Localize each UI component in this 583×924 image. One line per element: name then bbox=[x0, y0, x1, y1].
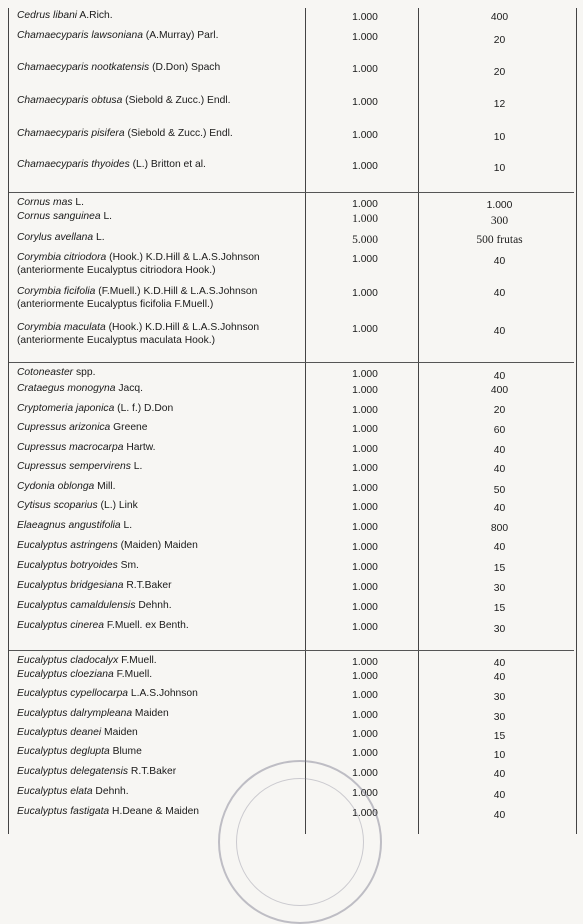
species-author: Blume bbox=[109, 746, 142, 757]
species-name bbox=[17, 620, 307, 633]
species-name bbox=[17, 383, 307, 396]
quantity-cell: 1.000 bbox=[352, 97, 378, 108]
table-row bbox=[9, 192, 574, 211]
quantity-cell: 1.000 bbox=[352, 710, 378, 721]
species-italic: Cupressus sempervirens bbox=[17, 461, 131, 472]
species-author: (Siebold & Zucc.) Endl. bbox=[124, 128, 233, 139]
species-italic: Elaeagnus angustifolia bbox=[17, 520, 121, 531]
species-name bbox=[17, 252, 307, 277]
species-name bbox=[17, 422, 307, 435]
species-italic: Eucalyptus fastigata bbox=[17, 806, 110, 817]
species-author: L. bbox=[93, 232, 105, 243]
species-italic: Cedrus libani bbox=[17, 10, 78, 21]
species-author: F.Muell. bbox=[118, 655, 157, 666]
quantity-cell: 1.000 bbox=[352, 12, 378, 23]
quantity-cell: 1.000 bbox=[352, 254, 378, 265]
quantity-cell: 1.000 bbox=[352, 444, 378, 455]
species-italic: Eucalyptus dalrympleana bbox=[17, 708, 133, 719]
species-italic: Chamaecyparis obtusa bbox=[17, 95, 123, 106]
species-author: R.T.Baker bbox=[123, 580, 172, 591]
quantity-cell: 1.000 bbox=[352, 622, 378, 633]
species-name bbox=[17, 580, 307, 593]
species-italic: Chamaecyparis lawsoniana bbox=[17, 30, 143, 41]
quantity-cell: 1.000 bbox=[352, 768, 378, 779]
value-cell: 12 bbox=[493, 99, 506, 110]
species-author: (D.Don) Spach bbox=[149, 62, 221, 73]
species-italic: Crataegus monogyna bbox=[17, 383, 116, 394]
quantity-cell: 1.000 bbox=[352, 424, 378, 435]
species-note: (anteriormente Eucalyptus citriodora Hook.) bbox=[17, 264, 216, 276]
quantity-cell: 1.000 bbox=[352, 213, 378, 225]
species-name bbox=[17, 708, 307, 721]
quantity-cell: 1.000 bbox=[352, 522, 378, 533]
species-author: H.Deane & Maiden bbox=[109, 806, 200, 817]
quantity-cell: 1.000 bbox=[352, 582, 378, 593]
quantity-cell: 1.000 bbox=[352, 32, 378, 43]
species-author: (Maiden) Maiden bbox=[117, 540, 198, 551]
species-author: A.Rich. bbox=[77, 10, 113, 21]
species-name bbox=[17, 286, 307, 311]
value-cell: 30 bbox=[493, 624, 506, 635]
quantity-cell: 1.000 bbox=[352, 748, 378, 759]
species-author: L. bbox=[72, 197, 84, 208]
value-cell: 20 bbox=[493, 405, 506, 416]
species-name bbox=[17, 159, 307, 172]
species-name bbox=[17, 62, 307, 75]
species-italic: Cydonia oblonga bbox=[17, 481, 95, 492]
species-name bbox=[17, 10, 307, 23]
species-italic: Chamaecyparis thyoides bbox=[17, 159, 130, 170]
quantity-cell: 1.000 bbox=[352, 385, 378, 396]
value-cell: 40 bbox=[493, 445, 506, 456]
value-cell: 30 bbox=[493, 692, 506, 703]
value-cell: 40 bbox=[493, 288, 506, 299]
species-note: (anteriormente Eucalyptus ficifolia F.Muell.) bbox=[17, 298, 214, 310]
species-italic: Eucalyptus bridgesiana bbox=[17, 580, 124, 591]
quantity-cell: 1.000 bbox=[352, 729, 378, 740]
species-name bbox=[17, 600, 307, 613]
quantity-cell: 1.000 bbox=[352, 369, 378, 380]
value-cell: 10 bbox=[493, 132, 506, 143]
species-name bbox=[17, 211, 307, 224]
species-name bbox=[17, 367, 307, 380]
species-author: L.A.S.Johnson bbox=[128, 688, 198, 699]
species-italic: Eucalyptus delegatensis bbox=[17, 766, 129, 777]
value-cell: 40 bbox=[493, 503, 506, 514]
species-author: (L.) Britton et al. bbox=[129, 159, 206, 170]
species-name bbox=[17, 540, 307, 553]
value-cell: 15 bbox=[493, 731, 506, 742]
species-author: (L.) Link bbox=[97, 500, 138, 511]
species-name bbox=[17, 766, 307, 779]
species-author: F.Muell. ex Benth. bbox=[104, 620, 189, 631]
species-name bbox=[17, 727, 307, 740]
species-italic: Eucalyptus camaldulensis bbox=[17, 600, 136, 611]
species-name bbox=[17, 442, 307, 455]
species-italic: Cotoneaster bbox=[17, 367, 74, 378]
quantity-cell: 5.000 bbox=[352, 234, 378, 246]
quantity-cell: 1.000 bbox=[352, 671, 378, 682]
species-author: Greene bbox=[110, 422, 148, 433]
species-name bbox=[17, 197, 307, 210]
quantity-cell: 1.000 bbox=[352, 808, 378, 819]
species-name bbox=[17, 461, 307, 474]
species-author: Dehnh. bbox=[92, 786, 129, 797]
quantity-cell: 1.000 bbox=[352, 199, 378, 210]
value-cell: 400 bbox=[490, 385, 509, 396]
quantity-cell: 1.000 bbox=[352, 463, 378, 474]
table-row bbox=[9, 650, 574, 669]
value-cell: 30 bbox=[493, 712, 506, 723]
species-author: spp. bbox=[73, 367, 96, 378]
value-cell: 40 bbox=[493, 542, 506, 553]
species-italic: Eucalyptus cloeziana bbox=[17, 669, 114, 680]
species-author: L. bbox=[120, 520, 133, 531]
quantity-cell: 1.000 bbox=[352, 788, 378, 799]
species-author: L. bbox=[130, 461, 143, 472]
value-cell: 40 bbox=[493, 326, 506, 337]
species-italic: Eucalyptus deglupta bbox=[17, 746, 110, 757]
species-italic: Eucalyptus cladocalyx bbox=[17, 655, 119, 666]
species-author: Hartw. bbox=[123, 442, 156, 453]
quantity-cell: 1.000 bbox=[352, 690, 378, 701]
quantity-cell: 1.000 bbox=[352, 502, 378, 513]
species-author: Mill. bbox=[94, 481, 116, 492]
quantity-cell: 1.000 bbox=[352, 405, 378, 416]
species-name bbox=[17, 481, 307, 494]
value-cell: 10 bbox=[493, 163, 506, 174]
species-author: (Hook.) K.D.Hill & L.A.S.Johnson bbox=[106, 252, 260, 263]
value-cell: 500 frutas bbox=[476, 234, 523, 246]
value-cell: 40 bbox=[493, 790, 506, 801]
value-cell: 20 bbox=[493, 35, 506, 46]
species-author: Jacq. bbox=[115, 383, 143, 394]
species-author: (L. f.) D.Don bbox=[114, 403, 174, 414]
species-name bbox=[17, 746, 307, 759]
table-row bbox=[9, 362, 574, 382]
species-author: L. bbox=[100, 211, 113, 222]
quantity-cell: 1.000 bbox=[352, 288, 378, 299]
quantity-cell: 1.000 bbox=[352, 483, 378, 494]
species-italic: Chamaecyparis nootkatensis bbox=[17, 62, 150, 73]
quantity-cell: 1.000 bbox=[352, 657, 378, 668]
species-author: Dehnh. bbox=[135, 600, 172, 611]
column-divider-2 bbox=[418, 8, 419, 834]
species-name bbox=[17, 95, 307, 108]
species-name bbox=[17, 669, 307, 682]
quantity-cell: 1.000 bbox=[352, 562, 378, 573]
species-italic: Chamaecyparis pisifera bbox=[17, 128, 125, 139]
species-author: Maiden bbox=[132, 708, 169, 719]
species-author: (F.Muell.) K.D.Hill & L.A.S.Johnson bbox=[95, 286, 258, 297]
value-cell: 40 bbox=[493, 769, 506, 780]
species-italic: Corymbia citriodora bbox=[17, 252, 107, 263]
species-name bbox=[17, 232, 307, 245]
value-cell: 400 bbox=[490, 12, 509, 23]
value-cell: 20 bbox=[493, 67, 506, 78]
species-author: R.T.Baker bbox=[128, 766, 177, 777]
value-cell: 40 bbox=[493, 464, 506, 475]
species-name bbox=[17, 688, 307, 701]
species-italic: Corylus avellana bbox=[17, 232, 94, 243]
species-name bbox=[17, 403, 307, 416]
value-cell: 40 bbox=[493, 672, 506, 683]
species-italic: Eucalyptus astringens bbox=[17, 540, 118, 551]
value-cell: 40 bbox=[493, 371, 506, 382]
species-italic: Eucalyptus botryoides bbox=[17, 560, 118, 571]
species-author: (Siebold & Zucc.) Endl. bbox=[122, 95, 231, 106]
species-italic: Cupressus arizonica bbox=[17, 422, 111, 433]
species-italic: Corymbia ficifolia bbox=[17, 286, 96, 297]
species-italic: Eucalyptus cypellocarpa bbox=[17, 688, 129, 699]
quantity-cell: 1.000 bbox=[352, 324, 378, 335]
species-italic: Cryptomeria japonica bbox=[17, 403, 115, 414]
species-italic: Eucalyptus elata bbox=[17, 786, 93, 797]
species-name bbox=[17, 560, 307, 573]
species-italic: Cornus sanguinea bbox=[17, 211, 101, 222]
species-italic: Corymbia maculata bbox=[17, 322, 106, 333]
species-name bbox=[17, 128, 307, 141]
value-cell: 15 bbox=[493, 603, 506, 614]
species-author: F.Muell. bbox=[113, 669, 153, 680]
value-cell: 1.000 bbox=[486, 200, 513, 211]
species-note: (anteriormente Eucalyptus maculata Hook.) bbox=[17, 334, 216, 346]
species-italic: Cupressus macrocarpa bbox=[17, 442, 124, 453]
value-cell: 300 bbox=[490, 215, 509, 227]
quantity-cell: 1.000 bbox=[352, 130, 378, 141]
species-author: Sm. bbox=[117, 560, 139, 571]
value-cell: 60 bbox=[493, 425, 506, 436]
value-cell: 40 bbox=[493, 658, 506, 669]
species-author: Maiden bbox=[101, 727, 138, 738]
species-name bbox=[17, 322, 307, 347]
quantity-cell: 1.000 bbox=[352, 602, 378, 613]
species-italic: Eucalyptus cinerea bbox=[17, 620, 105, 631]
value-cell: 30 bbox=[493, 583, 506, 594]
species-name bbox=[17, 30, 307, 43]
species-italic: Eucalyptus deanei bbox=[17, 727, 102, 738]
species-italic: Cornus mas bbox=[17, 197, 73, 208]
quantity-cell: 1.000 bbox=[352, 542, 378, 553]
species-name bbox=[17, 520, 307, 533]
quantity-cell: 1.000 bbox=[352, 64, 378, 75]
value-cell: 10 bbox=[493, 750, 506, 761]
quantity-cell: 1.000 bbox=[352, 161, 378, 172]
species-author: (A.Murray) Parl. bbox=[142, 30, 219, 41]
species-italic: Cytisus scoparius bbox=[17, 500, 98, 511]
species-author: (Hook.) K.D.Hill & L.A.S.Johnson bbox=[105, 322, 260, 333]
value-cell: 800 bbox=[490, 523, 509, 534]
value-cell: 40 bbox=[493, 256, 506, 267]
species-name bbox=[17, 786, 307, 799]
value-cell: 50 bbox=[493, 485, 506, 496]
value-cell: 15 bbox=[493, 563, 506, 574]
species-name bbox=[17, 500, 307, 513]
species-name bbox=[17, 655, 307, 668]
species-name bbox=[17, 806, 307, 819]
value-cell: 40 bbox=[493, 810, 506, 821]
